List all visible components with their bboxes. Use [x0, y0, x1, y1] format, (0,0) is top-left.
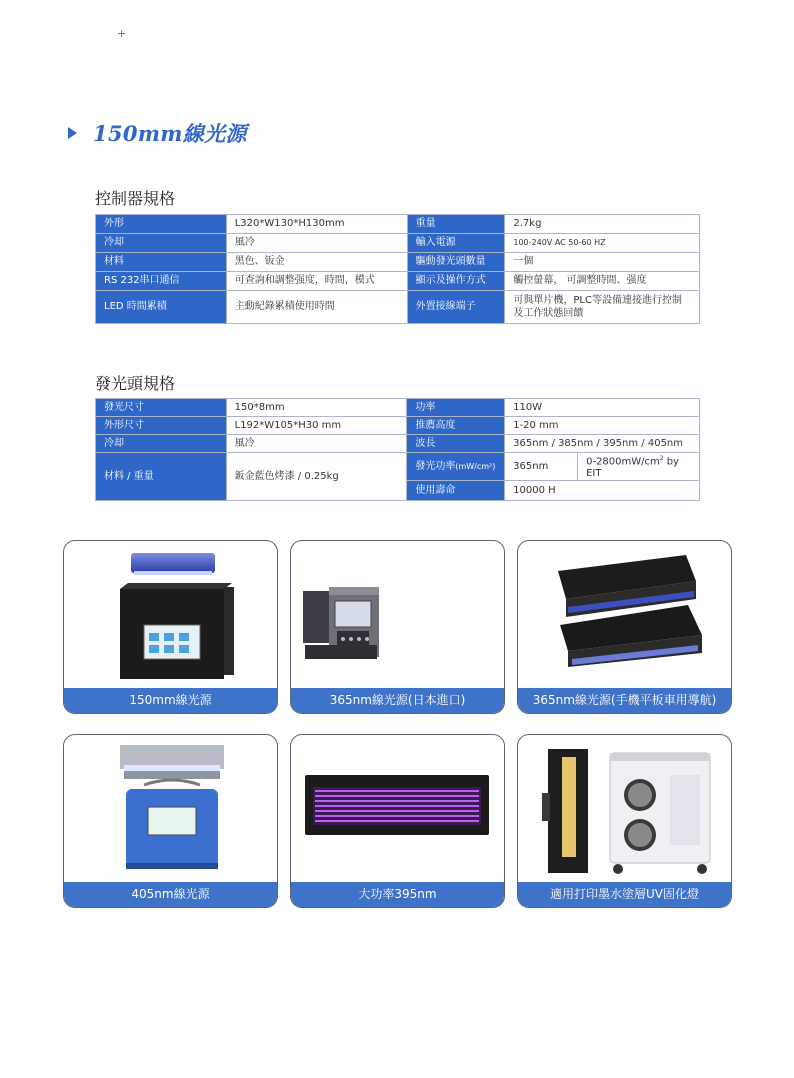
spec-value: L320*W130*H130mm	[226, 215, 407, 234]
spec-value: 1-20 mm	[505, 417, 700, 435]
table-row	[96, 215, 700, 234]
head-heading: 發光頭規格	[95, 374, 176, 393]
spec-value: 一個	[505, 253, 700, 272]
spec-key: 外置接線端子	[407, 291, 505, 324]
spec-key: 重量	[407, 215, 505, 234]
spec-value: 風冷	[226, 234, 407, 253]
spec-value: 150*8mm	[226, 399, 407, 417]
spec-value: 100-240V AC 50-60 HZ	[505, 234, 700, 253]
spec-key: 外形	[96, 215, 227, 234]
spec-key: 使用壽命	[407, 481, 505, 501]
spec-key: 發光功率(mW/cm²)	[407, 453, 505, 481]
head-spec-table	[95, 398, 700, 501]
spec-key: 冷却	[96, 234, 227, 253]
product-card[interactable]	[63, 734, 278, 908]
table-row	[96, 253, 700, 272]
product-card[interactable]	[517, 734, 732, 908]
spec-value: L192*W105*H30 mm	[226, 417, 407, 435]
spec-key: 波長	[407, 435, 505, 453]
spec-key: 外形尺寸	[96, 417, 227, 435]
table-row	[96, 435, 700, 453]
spec-key: 輸入電源	[407, 234, 505, 253]
spec-value: 365nm	[505, 453, 578, 481]
spec-key: 發光尺寸	[96, 399, 227, 417]
triangle-bullet-icon	[68, 127, 77, 139]
spec-value: 2.7kg	[505, 215, 700, 234]
spec-key: 功率	[407, 399, 505, 417]
spec-value: 10000 H	[505, 481, 700, 501]
product-caption: 405nm線光源	[64, 882, 277, 907]
product-caption: 365nm線光源(日本進口)	[291, 688, 504, 713]
spec-value: 風冷	[226, 435, 407, 453]
product-card[interactable]	[63, 540, 278, 714]
controller-spec-table	[95, 214, 700, 324]
product-caption: 適用打印墨水塗層UV固化燈	[518, 882, 731, 907]
table-row	[96, 234, 700, 253]
product-card[interactable]	[290, 540, 505, 714]
spec-key: 推薦高度	[407, 417, 505, 435]
product-caption: 大功率395nm	[291, 882, 504, 907]
table-row	[96, 291, 700, 324]
table-row	[96, 399, 700, 417]
spec-key: RS 232串口通信	[96, 272, 227, 291]
product-caption: 365nm線光源(手機平板車用導航)	[518, 688, 731, 713]
controller-heading: 控制器規格	[95, 189, 176, 208]
spec-key: 驅動發光頭數量	[407, 253, 505, 272]
spec-key: LED 時間累積	[96, 291, 227, 324]
table-row	[96, 272, 700, 291]
spec-value: 110W	[505, 399, 700, 417]
spec-value: $0-2800mW/cm^2$ by EIT	[578, 453, 700, 481]
product-card[interactable]	[290, 734, 505, 908]
table-row	[96, 453, 700, 481]
plus-mark: +	[117, 27, 127, 40]
spec-key: 材料	[96, 253, 227, 272]
spec-key: 冷却	[96, 435, 227, 453]
spec-value: 鈑金藍色烤漆 / 0.25kg	[226, 453, 407, 501]
spec-value: 365nm / 385nm / 395nm / 405nm	[505, 435, 700, 453]
unit-label: (mW/cm²)	[455, 461, 496, 471]
product-card[interactable]	[517, 540, 732, 714]
spec-key: 顯示及操作方式	[407, 272, 505, 291]
page-title: 150mm線光源	[93, 121, 247, 146]
spec-value: 主動紀錄累積使用時間	[226, 291, 407, 324]
spec-value: 可與單片機，PLC等設備連接進行控制及工作狀態回饋	[505, 291, 700, 324]
spec-value: 黑色、钣金	[226, 253, 407, 272]
section-title	[68, 120, 247, 146]
table-row	[96, 417, 700, 435]
spec-key: 材料 / 重量	[96, 453, 227, 501]
spec-value: 觸控螢幕， 可調整時間、强度	[505, 272, 700, 291]
product-caption: 150mm線光源	[64, 688, 277, 713]
spec-value: 可查詢和調整强度，時間，模式	[226, 272, 407, 291]
